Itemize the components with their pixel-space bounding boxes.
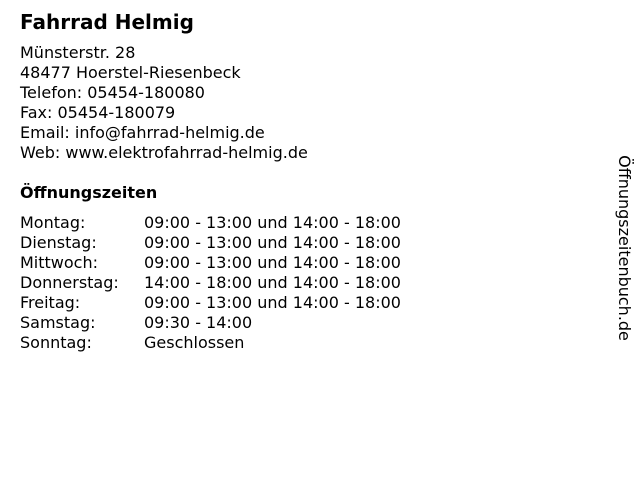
- hours-row-tuesday: [20, 233, 401, 253]
- hours-row-friday: [20, 293, 401, 313]
- email-line: Email: info@fahrrad-helmig.de: [20, 123, 265, 142]
- fax-line: Fax: 05454-180079: [20, 103, 176, 122]
- address-block: [20, 43, 308, 163]
- hours-row-saturday: [20, 313, 401, 333]
- day-label: Mittwoch:: [20, 253, 98, 272]
- time-range: 09:00 - 13:00 und 14:00 - 18:00: [144, 253, 401, 272]
- time-range: 14:00 - 18:00 und 14:00 - 18:00: [144, 273, 401, 292]
- city-line: 48477 Hoerstel-Riesenbeck: [20, 63, 241, 82]
- time-range: 09:00 - 13:00 und 14:00 - 18:00: [144, 213, 401, 232]
- day-label: Montag:: [20, 213, 86, 232]
- hours-row-monday: [20, 213, 401, 233]
- web-line: Web: www.elektrofahrrad-helmig.de: [20, 143, 308, 162]
- street-address: Münsterstr. 28: [20, 43, 136, 62]
- opening-hours-title: Öffnungszeiten: [20, 183, 158, 202]
- business-name: Fahrrad Helmig: [20, 10, 194, 34]
- time-range: 09:30 - 14:00: [144, 313, 253, 332]
- hours-row-sunday: [20, 333, 401, 353]
- opening-hours-table: [20, 213, 401, 353]
- day-label: Sonntag:: [20, 333, 92, 352]
- day-label: Freitag:: [20, 293, 81, 312]
- hours-row-thursday: [20, 273, 401, 293]
- phone-line: Telefon: 05454-180080: [20, 83, 205, 102]
- day-label: Dienstag:: [20, 233, 97, 252]
- time-range: Geschlossen: [144, 333, 245, 352]
- day-label: Donnerstag:: [20, 273, 119, 292]
- hours-row-wednesday: [20, 253, 401, 273]
- time-range: 09:00 - 13:00 und 14:00 - 18:00: [144, 293, 401, 312]
- day-label: Samstag:: [20, 313, 96, 332]
- site-watermark: [612, 132, 636, 364]
- watermark-text: Öffnungszeitenbuch.de: [615, 155, 634, 341]
- time-range: 09:00 - 13:00 und 14:00 - 18:00: [144, 233, 401, 252]
